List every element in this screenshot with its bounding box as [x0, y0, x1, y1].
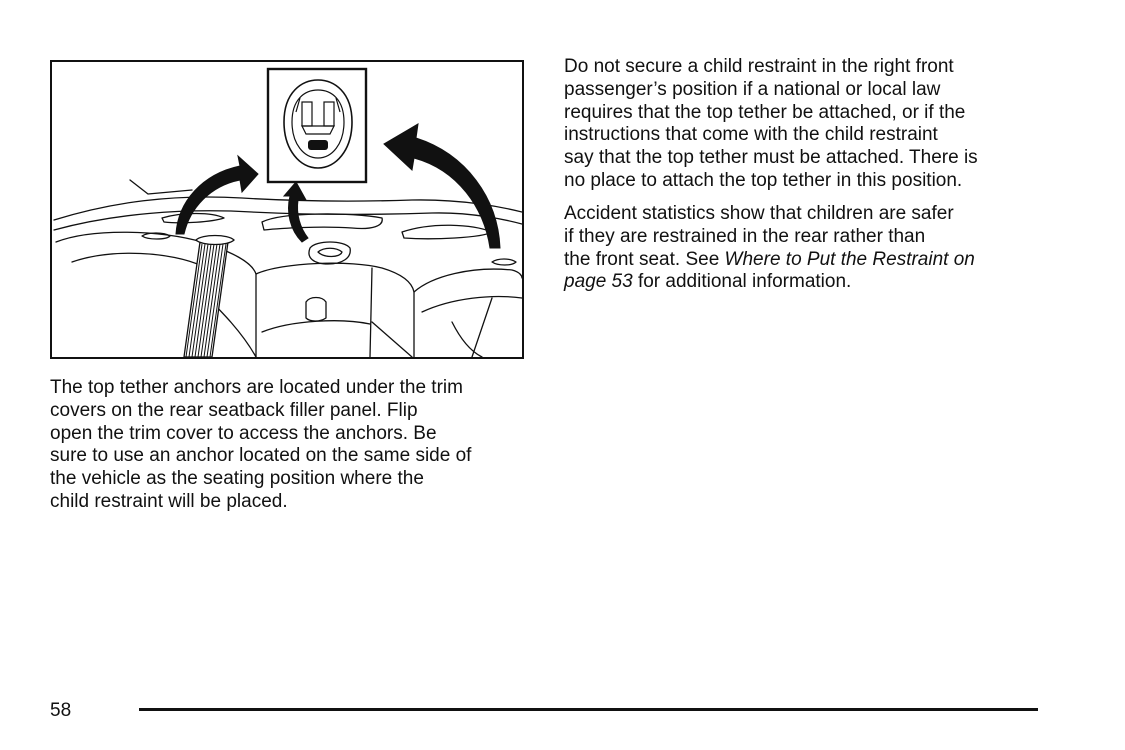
- shelf-slot-left: [162, 214, 224, 223]
- shelf-slot-center: [262, 214, 382, 230]
- text-line: child restraint will be placed.: [50, 490, 288, 512]
- right-seat-stitch: [422, 297, 522, 312]
- tether-anchor-illustration: [50, 60, 524, 359]
- text-fragment: the front seat. See: [564, 248, 725, 270]
- footer-rule: [139, 708, 1038, 711]
- seat-buckle: [306, 298, 326, 322]
- center-seatback: [256, 263, 414, 357]
- text-line: [564, 249, 1034, 272]
- text-fragment: for additional information.: [632, 271, 852, 293]
- text-line: the vehicle as the seating position where the: [50, 468, 424, 490]
- page-number: 58: [50, 700, 72, 721]
- text-line: passenger’s position if a national or local law: [564, 78, 941, 100]
- text-line: Accident statistics show that children are safer: [564, 203, 954, 224]
- cross-reference-page-link[interactable]: page 53: [564, 271, 633, 293]
- anchor-detail-inset: [268, 69, 366, 182]
- illustration-svg: [52, 62, 522, 357]
- center-arrow: [284, 182, 308, 242]
- trim-cover-inner: [318, 248, 342, 256]
- trim-cover-right: [492, 259, 516, 265]
- left-seat-stitch: [72, 253, 202, 266]
- seat-fold: [372, 322, 412, 357]
- accident-statistics-paragraph: [564, 203, 1034, 294]
- text-line: The top tether anchors are located under the trim: [50, 377, 463, 398]
- text-line: instructions that come with the child restraint: [564, 124, 938, 146]
- text-line: requires that the top tether be attached, or if the: [564, 101, 966, 123]
- text-line: open the trim cover to access the anchors. Be: [50, 422, 437, 444]
- text-line: [564, 271, 1034, 294]
- center-seat-stitch: [262, 321, 370, 332]
- text-line: no place to attach the top tether in this position.: [564, 169, 963, 191]
- right-front-passenger-warning-paragraph: [564, 56, 1034, 193]
- text-line: covers on the rear seatback filler panel. Flip: [50, 399, 418, 421]
- text-line: Do not secure a child restraint in the right front: [564, 56, 954, 77]
- text-line: sure to use an anchor located on the same side of: [50, 445, 472, 467]
- package-shelf-edge-2: [54, 211, 522, 230]
- right-seat-edge-2: [472, 298, 492, 357]
- right-seatback: [414, 269, 522, 292]
- shelf-slot-right: [402, 225, 492, 239]
- text-line: say that the top tether must be attached. There is: [564, 147, 978, 169]
- tether-anchor-location-paragraph: [50, 377, 530, 514]
- seat-belt: [184, 236, 234, 358]
- cross-reference-link[interactable]: Where to Put the Restraint on: [724, 248, 975, 270]
- seat-divider: [370, 268, 372, 357]
- text-line: if they are restrained in the rear rather than: [564, 225, 926, 247]
- rear-window-edge: [130, 180, 192, 194]
- trim-cover-center: [309, 242, 350, 264]
